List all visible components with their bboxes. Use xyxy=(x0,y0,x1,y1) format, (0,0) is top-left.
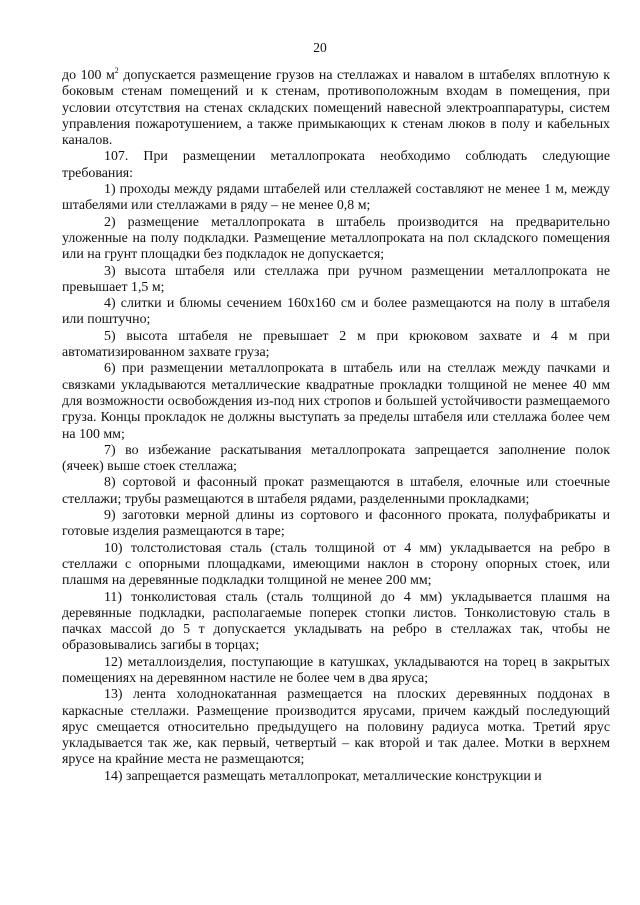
list-item-14: 14) запрещается размещать металлопрокат, металлические конструкции и xyxy=(104,768,542,784)
list-item-5: 5) высота штабеля не превышает 2 м при крюковом захвате и 4 м при автоматизированном захвате груза; xyxy=(62,328,610,361)
list-item-8: 8) сортовой и фасонный прокат размещаются в штабеля, елочные или стоечные стеллажи; трубы размещаются в штабеля рядами, разделенными прокладками; xyxy=(62,475,610,507)
list-item-13: 13) лента холоднокатанная размещается на плоских деревянных поддонах в каркасные стеллажи. Размещение производится ярусами, причем каждый последующий ярус смещается относительно предыдущего на половину радиуса мотка. Третий ярус укладывается так же, как первый, четвертый – как второй и так далее. Мотки в верхнем ярусе на крайние места не размещаются; xyxy=(62,687,610,768)
list-item-4: 4) слитки и блюмы сечением 160х160 см и более размещаются на полу в штабеля или поштучно; xyxy=(62,296,610,328)
list-item-7: 7) во избежание раскатывания металлопроката запрещается заполнение полок (ячеек) выше стоек стеллажа; xyxy=(62,442,610,475)
paragraph-text: допускается размещение грузов на стеллажах и навалом в штабелях вплотную к боковым стенам помещений и к стенам, противоположным входам в помещения, при условии отсутствия на стенах складских помещений навесной электроаппаратуры, систем управления пожаротушением, а также примыкающих к стенам люков в полу и кабельных каналов. xyxy=(62,68,610,149)
list-item-9: 9) заготовки мерной длины из сортового и фасонного проката, полуфабрикаты и готовые изделия размещаются в таре; xyxy=(62,508,610,540)
list-item-1: 1) проходы между рядами штабелей или стеллажей составляют не менее 1 м, между штабелями или стеллажами в ряду – не менее 0,8 м; xyxy=(62,182,610,214)
list-item-2: 2) размещение металлопроката в штабель производится на предварительно уложенные на полу подкладки. Размещение металлопроката на пол складского помещения или на грунт площадки без подкладок не допускается; xyxy=(62,214,610,263)
list-item-12: 12) металлоизделия, поступающие в катушках, укладываются на торец в закрытых помещениях на деревянном настиле не более чем в два яруса; xyxy=(62,654,610,686)
list-item-11: 11) тонколистовая сталь (сталь толщиной до 4 мм) укладывается плашмя на деревянные подкладки, располагаемые поперек стопки листов. Тонколистовую сталь в пачках массой до 5 т допускается укладывать на ребро в стеллажах так, чтобы не образовывались загибы в торцах; xyxy=(62,589,610,654)
page-number: 20 xyxy=(313,40,327,55)
paragraph-continuation xyxy=(62,68,610,149)
list-item-6: 6) при размещении металлопроката в штабель или на стеллаж между пачками и связками укладываются металлические квадратные прокладки толщиной не менее 40 мм для возможности освобождения из-под них стропов и большей устойчивости размещаемого груза. Концы прокладок не должны выступать за пределы штабеля или стеллажа более чем на 100 мм; xyxy=(62,361,610,442)
document-body xyxy=(62,68,610,785)
list-item-10: 10) толстолистовая сталь (сталь толщиной от 4 мм) укладывается на ребро в стеллажи с опорными площадками, имеющими наклон в сторону опорных стоек, или плашмя на деревянные подкладки толщиной не менее 200 мм; xyxy=(62,540,610,589)
list-item-3: 3) высота штабеля или стеллажа при ручном размещении металлопроката не превышает 1,5 м; xyxy=(62,263,610,295)
paragraph-text: до 100 м xyxy=(62,68,115,83)
paragraph-107: 107. При размещении металлопроката необходимо соблюдать следующие требования: xyxy=(62,149,610,181)
superscript: 2 xyxy=(114,66,119,75)
